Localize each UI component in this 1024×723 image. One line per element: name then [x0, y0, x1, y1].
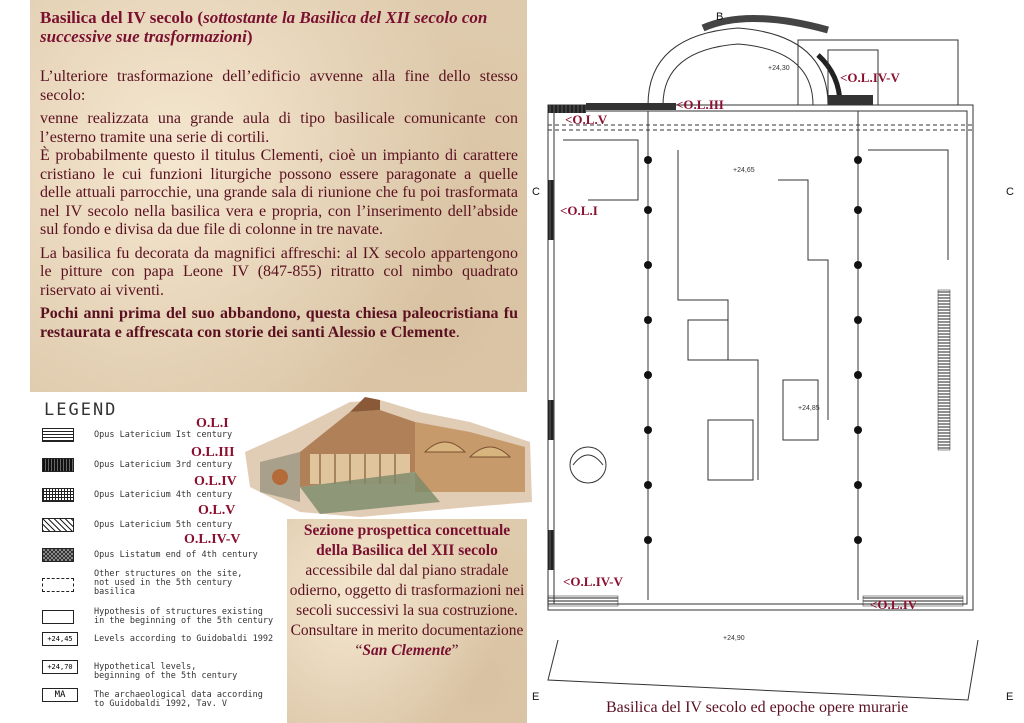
floor-plan — [528, 0, 1024, 723]
legend-label: Hypothetical levels, beginning of the 5th century — [94, 662, 238, 681]
level-2: +24,85 — [798, 405, 820, 412]
section-marker-c-left: C — [532, 186, 540, 198]
label-oliv: <O.L.IV — [870, 597, 918, 612]
legend-label: Hypothesis of structures existing in the beginning of the 5th century — [94, 607, 274, 626]
label-oli: <O.L.I — [560, 203, 598, 218]
level-1: +24,65 — [733, 167, 755, 174]
paragraph-5: Pochi anni prima del suo abbandono, questa chiesa paleocristiana fu restaurata e affrescata con storie dei santi Alessio e Clemente. — [40, 305, 518, 341]
page-title: Basilica del IV secolo (sottostante la Basilica del XII secolo con successive sue trasformazioni) — [40, 8, 488, 46]
legend-swatch — [42, 610, 74, 624]
section-marker-e-right: E — [1006, 691, 1014, 703]
description-panel — [30, 0, 527, 392]
legend-label: Opus Latericium Ist century — [94, 430, 233, 440]
legend-code: O.L.V — [198, 503, 236, 518]
legend-code: O.L.IV — [194, 474, 237, 489]
legend-code: O.L.III — [191, 445, 235, 460]
legend-label: Levels according to Guidobaldi 1992 — [94, 634, 274, 644]
legend-swatch: +24,70 — [42, 660, 78, 674]
legend-title: LEGEND — [44, 400, 118, 420]
legend-label: Other structures on the site, not used in the 5th century basilica — [94, 569, 243, 597]
basilica-section-illustration — [240, 392, 540, 522]
caption-panel — [287, 519, 527, 723]
legend-swatch: +24,45 — [42, 632, 78, 646]
plan-caption: Basilica del IV secolo ed epoche opere murarie — [606, 699, 909, 716]
section-marker-b: B — [716, 11, 724, 23]
label-oliv-v-bottom: <O.L.IV-V — [563, 574, 623, 589]
legend-swatch — [42, 458, 74, 472]
legend-label: Opus Listatum end of 4th century — [94, 550, 258, 560]
legend-swatch — [42, 428, 74, 442]
legend-swatch — [42, 548, 74, 562]
legend-label: The archaeological data according to Guidobaldi 1992, Tav. V — [94, 690, 263, 709]
paragraph-2: venne realizzata una grande aula di tipo basilicale comunicante con l’esterno tramite una serie di cortili. — [40, 110, 518, 146]
description-body — [40, 68, 518, 342]
legend-swatch — [42, 518, 74, 532]
label-oliii: <O.L.III — [676, 97, 724, 112]
label-oliv-v-top: <O.L.IV-V — [840, 70, 900, 85]
legend-swatch: MA — [42, 688, 78, 702]
legend-label: Opus Latericium 4th century — [94, 490, 233, 500]
legend-swatch — [42, 488, 74, 502]
level-4: +24,30 — [768, 65, 790, 72]
legend-label: Opus Latericium 5th century — [94, 520, 233, 530]
level-3: +24,90 — [723, 635, 745, 642]
legend-code: O.L.I — [196, 416, 229, 431]
legend-label: Opus Latericium 3rd century — [94, 460, 233, 470]
paragraph-4: La basilica fu decorata da magnifici affreschi: al IX secolo appartengono le pitture con papa Leone IV (847-855) ritratto col nimbo quadrato riservato ai viventi. — [40, 244, 518, 299]
paragraph-1: L’ulteriore trasformazione dell’edificio avvenne alla fine dello stesso secolo: — [40, 68, 518, 104]
label-olv: <O.L.V — [565, 112, 608, 127]
section-caption: Sezione prospettica concettuale della Basilica del XII secolo accessibile dal dal piano stradale odierno, oggetto di trasformazioni nei secoli successivi la sua costruzione. Consultare in merito documentazione “San Clemente” — [289, 522, 525, 659]
section-marker-e-left: E — [532, 691, 540, 703]
section-marker-c-right: C — [1006, 186, 1014, 198]
legend-swatch — [42, 578, 74, 592]
legend-code: O.L.IV-V — [184, 532, 241, 547]
paragraph-3: È probabilmente questo il titulus Clementi, cioè un impianto di carattere cristiano le cui funzioni liturgiche possono essere paragonate a quelle delle attuali parrocchie, una grande sala di riunione che fu poi trasformata nel IV secolo nella basilica vera e propria, con l’inserimento dell’abside sul fondo e divisa da due file di colonne in tre navate. — [40, 147, 518, 238]
